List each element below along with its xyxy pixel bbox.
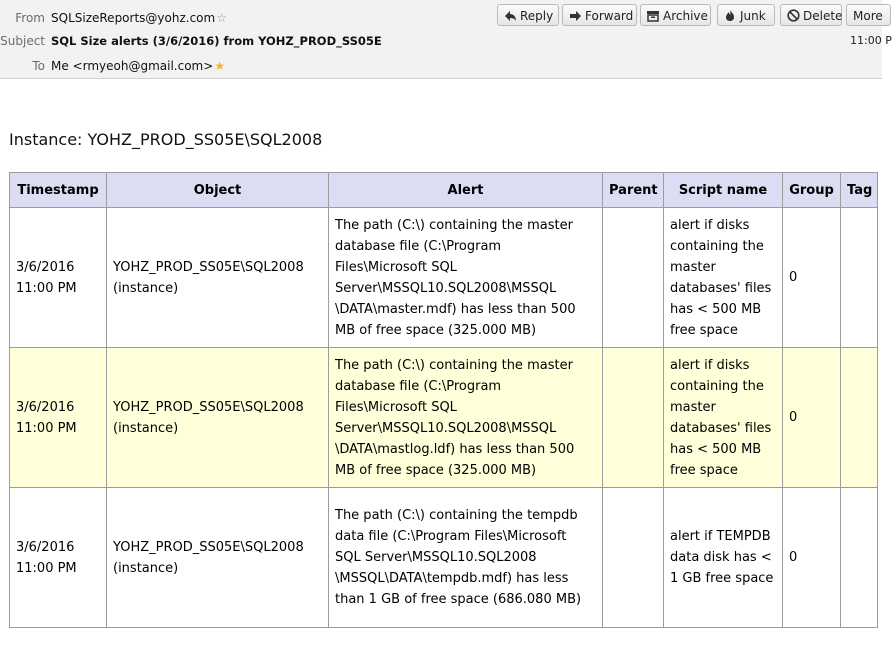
to-address[interactable]	[51, 58, 225, 74]
star-icon[interactable]: ★	[214, 59, 226, 73]
reply-label: Reply	[520, 9, 554, 23]
delete-label: Delete	[803, 9, 843, 23]
delete-button[interactable]	[780, 4, 842, 26]
column-header-group: Group	[783, 173, 841, 208]
subject-text: SQL Size alerts (3/6/2016) from YOHZ_PROD_SS05E	[51, 34, 382, 48]
to-address-text[interactable]: Me <rmyeoh@gmail.com>	[51, 59, 214, 73]
column-header-parent: Parent	[603, 173, 664, 208]
column-header-alert: Alert	[329, 173, 603, 208]
more-button[interactable]	[846, 4, 891, 26]
column-header-script-name: Script name	[664, 173, 783, 208]
cell-alert: The path (C:\) containing the tempdb data file (C:\Program Files\Microsoft SQL Server\MSSQL10.SQL2008 \MSSQL\DATA\tempdb.mdf) has less than 1 GB of free space (686.080 MB)	[329, 488, 603, 628]
more-label: More	[853, 9, 883, 23]
junk-label: Junk	[740, 9, 766, 23]
reply-arrow-icon	[503, 5, 517, 30]
archive-button[interactable]	[640, 4, 711, 26]
reply-button[interactable]	[497, 4, 559, 26]
cell-alert: The path (C:\) containing the master database file (C:\Program Files\Microsoft SQL Server\MSSQL10.SQL2008\MSSQL \DATA\master.mdf) has less than 500 MB of free space (325.000 MB)	[329, 208, 603, 348]
cell-object: YOHZ_PROD_SS05E\SQL2008 (instance)	[107, 208, 329, 348]
cell-timestamp: 3/6/2016 11:00 PM	[10, 208, 107, 348]
to-label: To	[32, 59, 45, 73]
message-header	[0, 0, 892, 79]
cell-group: 0	[783, 348, 841, 488]
date-time: 11:00 P	[850, 34, 892, 47]
forward-arrow-icon	[568, 5, 582, 30]
cell-tag	[841, 488, 878, 628]
forward-label: Forward	[585, 9, 634, 23]
table-row	[10, 208, 878, 348]
archive-box-icon	[646, 5, 660, 30]
cell-script-name: alert if disks containing the master databases' files has < 500 MB free space	[664, 208, 783, 348]
table-row	[10, 488, 878, 628]
cell-parent	[603, 348, 664, 488]
cell-group: 0	[783, 208, 841, 348]
from-label: From	[15, 11, 45, 25]
cell-timestamp: 3/6/2016 11:00 PM	[10, 488, 107, 628]
from-address-text[interactable]: SQLSizeReports@yohz.com	[51, 11, 216, 25]
table-row	[10, 348, 878, 488]
cell-group: 0	[783, 488, 841, 628]
alerts-table	[9, 172, 878, 628]
archive-label: Archive	[663, 9, 708, 23]
cell-timestamp: 3/6/2016 11:00 PM	[10, 348, 107, 488]
subject-label: Subject	[0, 34, 45, 48]
cell-object: YOHZ_PROD_SS05E\SQL2008 (instance)	[107, 348, 329, 488]
cell-script-name: alert if TEMPDB data disk has < 1 GB free space	[664, 488, 783, 628]
cell-tag	[841, 208, 878, 348]
star-icon[interactable]: ☆	[216, 11, 227, 25]
from-address[interactable]	[51, 10, 227, 26]
cell-parent	[603, 488, 664, 628]
column-header-object: Object	[107, 173, 329, 208]
cell-alert: The path (C:\) containing the master database file (C:\Program Files\Microsoft SQL Server\MSSQL10.SQL2008\MSSQL \DATA\mastlog.ldf) has less than 500 MB of free space (325.000 MB)	[329, 348, 603, 488]
delete-circle-icon	[786, 5, 800, 30]
column-header-tag: Tag	[841, 173, 878, 208]
junk-button[interactable]	[717, 4, 775, 26]
instance-title: Instance: YOHZ_PROD_SS05E\SQL2008	[9, 130, 323, 149]
junk-flame-icon	[723, 5, 737, 30]
cell-tag	[841, 348, 878, 488]
cell-parent	[603, 208, 664, 348]
cell-script-name: alert if disks containing the master databases' files has < 500 MB free space	[664, 348, 783, 488]
forward-button[interactable]	[562, 4, 637, 26]
cell-object: YOHZ_PROD_SS05E\SQL2008 (instance)	[107, 488, 329, 628]
table-header-row	[10, 173, 878, 208]
column-header-timestamp: Timestamp	[10, 173, 107, 208]
